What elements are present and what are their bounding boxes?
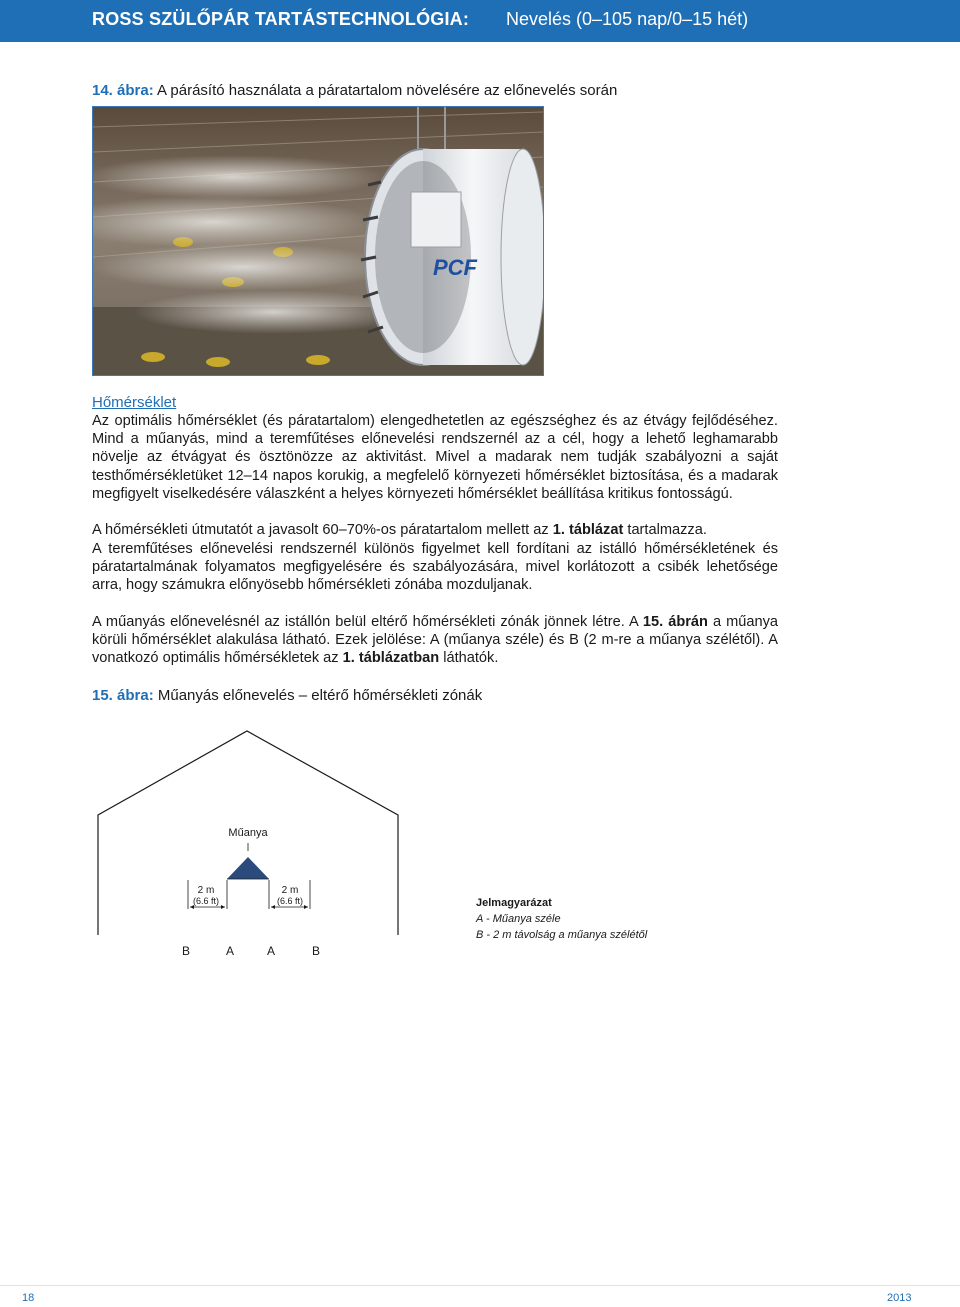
paragraph-humidity-guide-post: tartalmazza. xyxy=(627,522,707,538)
figure-15-text: Műanyás előnevelés – eltérő hőmérsékleti zónák xyxy=(157,687,483,704)
paragraph-humidity-guide xyxy=(92,521,778,539)
figure-14-caption xyxy=(92,82,617,99)
legend-title: Jelmagyarázat xyxy=(476,897,552,909)
paragraph-spot-brooding-post: láthatók. xyxy=(443,650,499,667)
brooder-label: Műanya xyxy=(228,827,268,839)
arrowhead-right-a xyxy=(271,905,275,909)
brooder-shape xyxy=(227,857,269,879)
figure-14-number: 14. ábra: xyxy=(92,82,154,99)
legend-item-b: B - 2 m távolság a műanya szélétől xyxy=(476,929,648,941)
pcf-logo: PCF xyxy=(433,255,477,280)
page-header xyxy=(0,0,960,42)
paragraph-temperature-intro: Az optimális hőmérséklet (és páratartalom) elengedhetetlen az egészséghez és az étvágy fejlődéséhez. Mind a műanyás, mind a teremfűtéses előnevelési rendszernél az a cél, hogy a lehető leghamarabb növelje az étvágyat és ösztönözze az aktivitást. Mivel a madarak nem tudják szabályozni a saját testhőmérsékletüket 12–14 napos korukig, a megfelelő környezeti hőmérséklet biztosítása, és a madarak megfigyelt viselkedésére válaszként a helyes környezeti hőmérséklet beállítása kritikus fontosságú. xyxy=(92,413,778,502)
humidifier-photo xyxy=(92,106,544,376)
table-1-reference: 1. táblázat xyxy=(552,522,624,538)
header-subtitle: Nevelés (0–105 nap/0–15 hét) xyxy=(506,9,749,29)
paragraph-spot-brooding-mid: a műanya körüli hőmérséklet alakulása látható. Ezek jelölése: A (műanya széle) és B (2 m-re a műanya szélétől). A vonatkozó optimális hőmérsékletek az xyxy=(92,614,779,667)
dimension-right-metric: 2 m xyxy=(281,885,299,896)
figure-15-caption xyxy=(92,687,482,704)
paragraph-spot-brooding-pre: A műanyás előnevelésnél az istállón belül eltérő hőmérsékleti zónák jönnek létre. A xyxy=(92,614,638,630)
paragraph-whole-house: A teremfűtéses előnevelési rendszernél különös figyelmet kell fordítani az istálló hőmérsékletének és páratartalmának folyamatos megfigyelésére és szabályozására, mivel korlátozott a csibék lehetősége arra, hogy számukra előnyösebb hőmérsékleti zónába mozduljanak. xyxy=(92,541,778,594)
paragraph-spot-brooding xyxy=(92,613,778,668)
figure-14-text: A párásító használata a páratartalom növelésére az előnevelés során xyxy=(157,82,618,99)
arrowhead-right-b xyxy=(304,905,308,909)
page-number: 18 xyxy=(22,1292,35,1304)
zone-label-b-left: B xyxy=(181,944,191,958)
dimension-left-imperial: (6.6 ft) xyxy=(192,896,220,906)
legend-item-a: A - Műanya széle xyxy=(476,913,561,925)
paragraph-humidity-guide-pre: A hőmérsékleti útmutatót a javasolt 60–70%-os páratartalom mellett az xyxy=(92,522,549,538)
header-title: ROSS SZÜLŐPÁR TARTÁSTECHNOLÓGIA: xyxy=(92,9,470,29)
figure-15-reference: 15. ábrán xyxy=(642,614,708,630)
humidifier-photo-image xyxy=(93,107,543,375)
zone-label-a-left: A xyxy=(225,944,235,958)
dimension-right-imperial: (6.6 ft) xyxy=(276,896,304,906)
footer-year: 2013 xyxy=(887,1292,912,1304)
brooding-zone-diagram xyxy=(92,725,692,975)
section-heading-temperature: Hőmérséklet xyxy=(92,394,177,411)
zone-label-a-right: A xyxy=(266,944,276,958)
dimension-left-metric: 2 m xyxy=(197,885,215,896)
table-1-reference-2: 1. táblázatban xyxy=(342,650,440,667)
arrowhead-left-b xyxy=(221,905,225,909)
footer-divider xyxy=(0,1285,960,1286)
zone-label-b-right: B xyxy=(311,944,321,958)
figure-15-number: 15. ábra: xyxy=(92,687,154,704)
